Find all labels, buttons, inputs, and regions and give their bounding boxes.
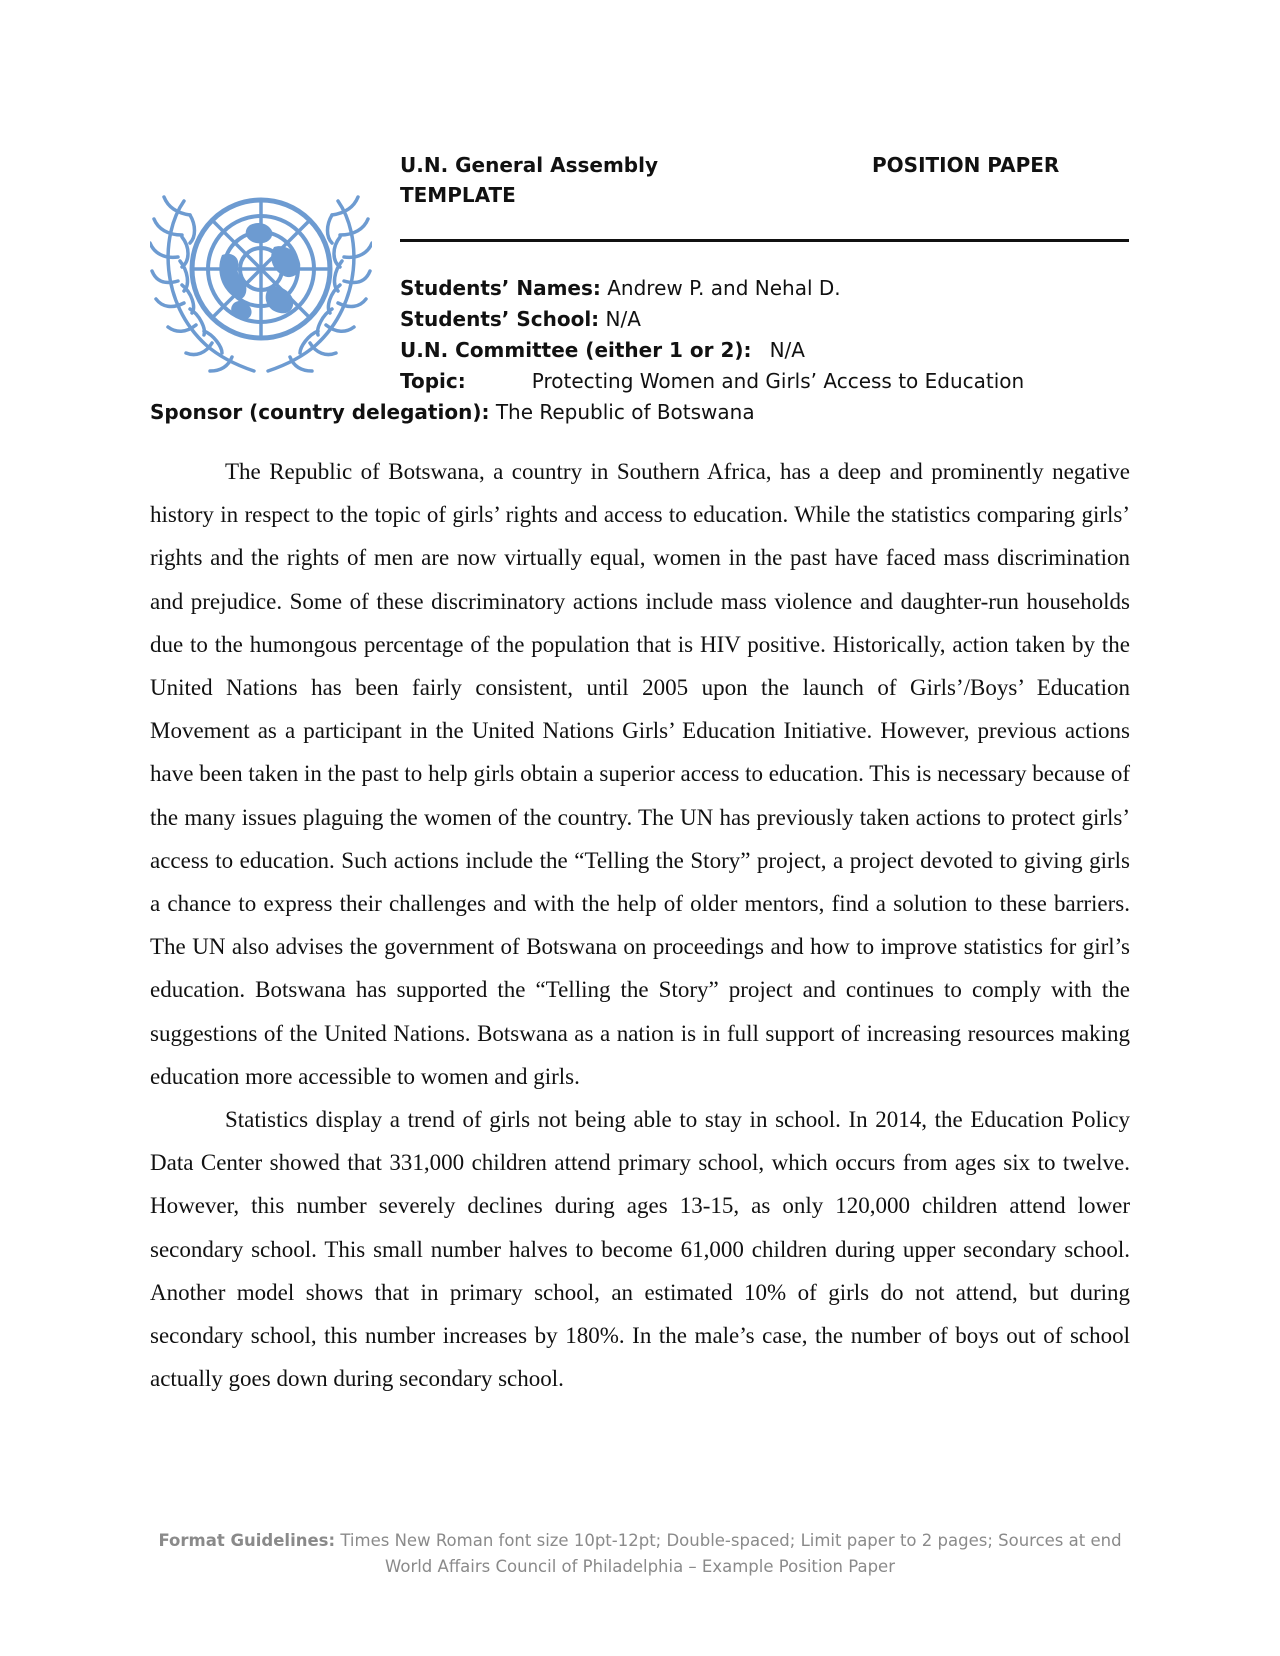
students-school-label: Students’ School: — [400, 307, 600, 331]
committee-value: N/A — [769, 338, 805, 362]
topic-label: Topic: — [400, 369, 466, 393]
students-school-value: N/A — [605, 307, 641, 331]
footer-source-line: World Affairs Council of Philadelphia – Example Position Paper — [385, 1557, 895, 1576]
doc-type: POSITION PAPER — [872, 153, 1060, 177]
committee-label: U.N. Committee (either 1 or 2): — [400, 338, 752, 362]
body-paragraph: The Republic of Botswana, a country in Southern Africa, has a deep and prominently negative history in respect to the topic of girls’ rights and access to education. While the statistics comparing girls’ rights and the rights of men are now virtually equal, women in the past have faced mass discrimination and prejudice. Some of these discriminatory actions include mass violence and daughter-run households due to the humongous percentage of the population that is HIV positive. Historically, action taken by the United Nations has been fairly consistent, until 2005 upon the launch of Girls’/Boys’ Education Movement as a participant in the United Nations Girls’ Education Initiative. However, previous actions have been taken in the past to help girls obtain a superior access to education. This is necessary because of the many issues plaguing the women of the country. The UN has previously taken actions to protect girls’ access to education. Such actions include the “Telling the Story” project, a project devoted to giving girls a chance to express their challenges and with the help of older mentors, find a solution to these barriers. The UN also advises the government of Botswana on proceedings and how to improve statistics for girl’s education. Botswana has supported the “Telling the Story” project and continues to comply with the suggestions of the United Nations. Botswana as a nation is in full support of increasing resources making education more accessible to women and girls. — [150, 459, 1130, 1089]
header-divider — [400, 239, 1129, 242]
org-title: U.N. General Assembly — [400, 153, 658, 177]
format-guidelines-text: Times New Roman font size 10pt-12pt; Double-spaced; Limit paper to 2 pages; Sources at end — [340, 1531, 1122, 1550]
header-row-template — [400, 180, 1130, 210]
student-info — [400, 273, 1130, 397]
paper-body — [150, 450, 1130, 1400]
document-header — [400, 150, 1130, 210]
students-names-label: Students’ Names: — [400, 276, 601, 300]
format-guidelines — [0, 1528, 1280, 1554]
students-names-value: Andrew P. and Nehal D. — [607, 276, 841, 300]
page-footer — [0, 1528, 1280, 1580]
template-label: TEMPLATE — [400, 183, 516, 207]
committee-row — [400, 335, 1130, 366]
un-emblem-icon — [150, 185, 372, 375]
format-guidelines-label: Format Guidelines: — [158, 1531, 336, 1550]
header-row — [400, 150, 1130, 180]
topic-row — [400, 366, 1130, 397]
body-paragraph: Statistics display a trend of girls not being able to stay in school. In 2014, the Education Policy Data Center showed that 331,000 children attend primary school, which occurs from ages six to twelve. However, this number severely declines during ages 13-15, as only 120,000 children attend lower secondary school. This small number halves to become 61,000 children during upper secondary school. Another model shows that in primary school, an estimated 10% of girls do not attend, but during secondary school, this number increases by 180%. In the male’s case, the number of boys out of school actually goes down during secondary school. — [150, 1107, 1130, 1392]
sponsor-row — [150, 397, 755, 427]
sponsor-value: The Republic of Botswana — [495, 400, 755, 424]
students-names-row — [400, 273, 1130, 304]
students-school-row — [400, 304, 1130, 335]
sponsor-label: Sponsor (country delegation): — [150, 400, 490, 424]
topic-value: Protecting Women and Girls’ Access to Education — [531, 369, 1025, 393]
